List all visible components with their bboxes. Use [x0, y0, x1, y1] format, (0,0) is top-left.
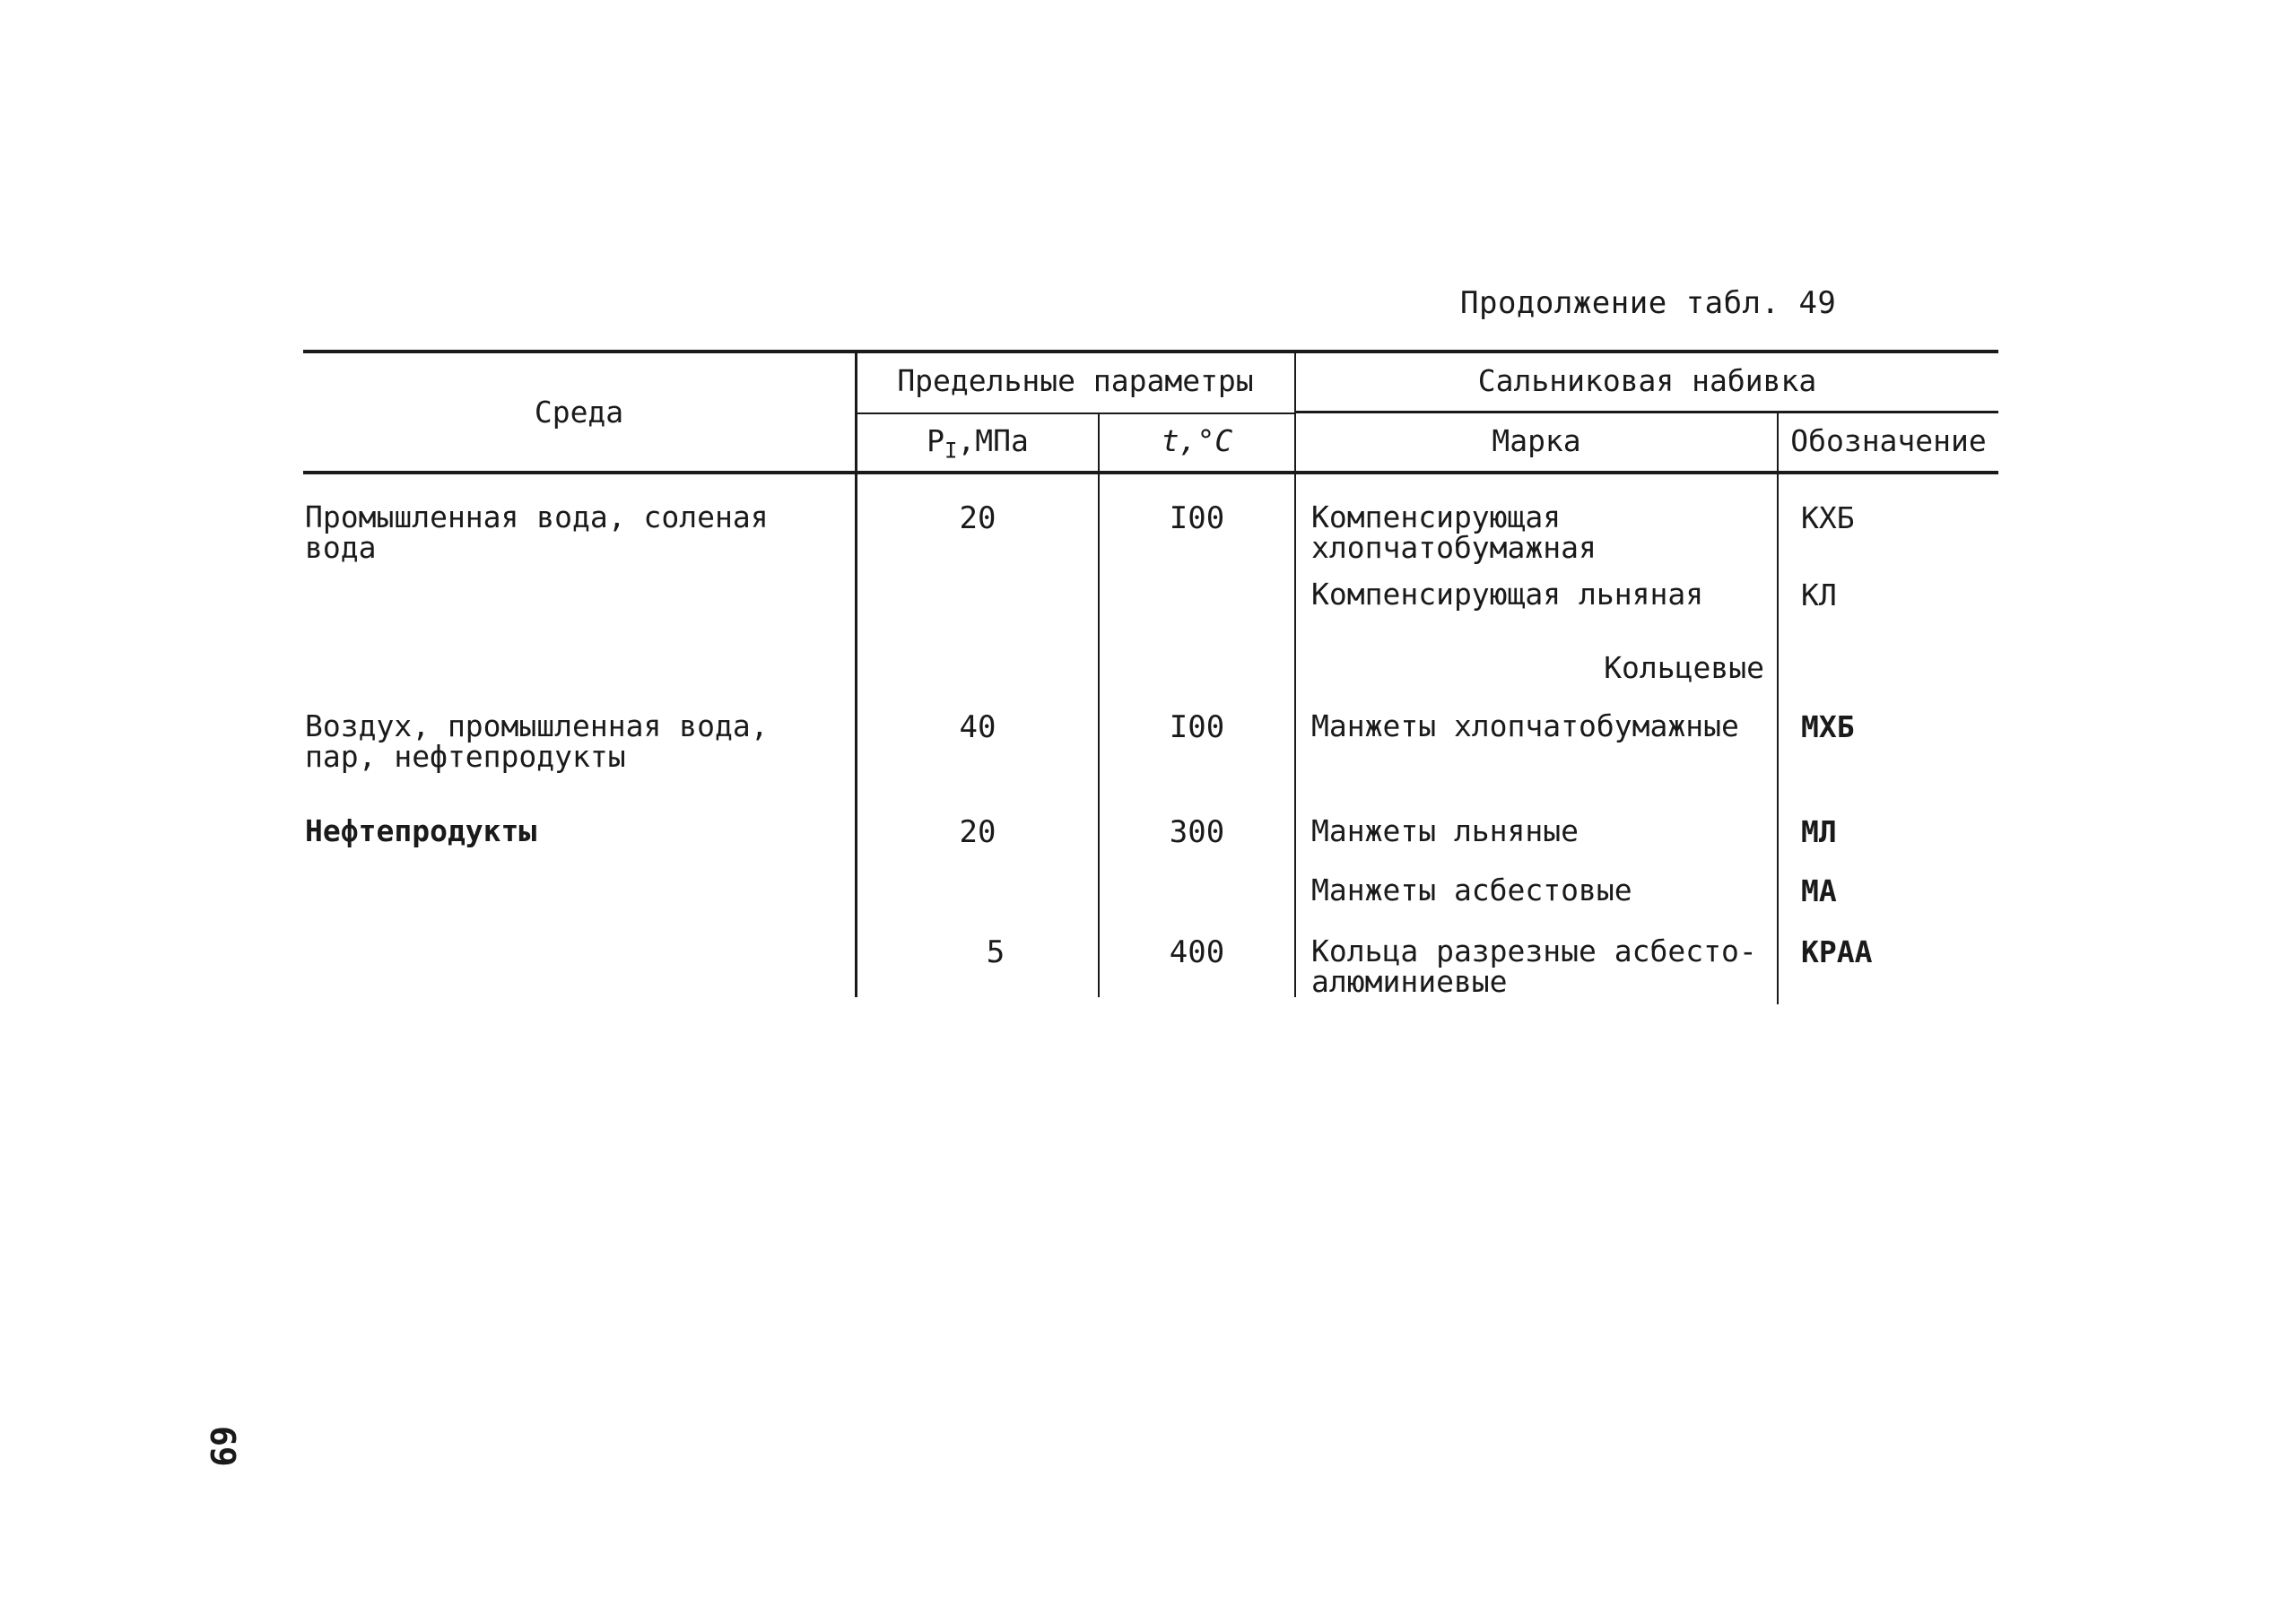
row1-temp: I00: [1169, 500, 1225, 536]
row1-medium: Промышленная вода, соленая вода: [305, 499, 787, 565]
header-sub-rule-params: [857, 413, 1296, 414]
pressure-subscript: I: [944, 438, 958, 464]
row3-medium: Воздух, промышленная вода, пар, нефтепродукты: [305, 708, 787, 774]
header-brand: Марка: [1492, 423, 1581, 458]
header-sub-rule-packing: [1296, 411, 1998, 413]
row3-pressure: 40: [959, 709, 996, 745]
row6-code: КРАА: [1801, 934, 1873, 969]
header-packing: Сальниковая набивка: [1477, 363, 1817, 398]
col-divider-brand: [1777, 413, 1779, 1004]
row1-brand: Компенсирующая хлопчатобумажная: [1311, 499, 1597, 565]
row5-brand: Манжеты асбестовые: [1311, 873, 1632, 908]
row4-brand: Манжеты льняные: [1311, 813, 1579, 848]
row4-temp: 300: [1169, 814, 1225, 850]
row3-temp: I00: [1169, 709, 1225, 745]
row5-code: МА: [1801, 873, 1837, 908]
row1-code: КХБ: [1801, 500, 1855, 535]
row6-temp: 400: [1169, 934, 1225, 970]
row4-pressure: 20: [959, 814, 996, 850]
row3-brand: Манжеты хлопчатобумажные: [1311, 708, 1739, 743]
pressure-symbol: P: [927, 423, 944, 458]
pressure-unit: ,МПа: [957, 423, 1029, 458]
row2-brand: Компенсирующая льняная: [1311, 577, 1704, 612]
header-medium: Среда: [534, 395, 624, 430]
page-number: 69: [203, 1426, 242, 1467]
row2-code: КЛ: [1801, 578, 1837, 612]
row1-pressure: 20: [959, 500, 996, 536]
header-pressure: [857, 423, 1099, 464]
header-temperature: t,°C: [1161, 423, 1233, 458]
row6-pressure: 5: [986, 934, 1005, 970]
section-label-ring: Кольцевые: [1604, 650, 1764, 685]
header-limit-params: Предельные параметры: [897, 363, 1254, 398]
table-caption: Продолжение табл. 49: [1460, 285, 1837, 321]
header-bottom-rule: [303, 471, 1998, 474]
row3-code: МХБ: [1801, 709, 1855, 744]
row4-code: МЛ: [1801, 814, 1837, 849]
header-designation: Обозначение: [1790, 423, 1987, 458]
table-top-rule: [303, 350, 1998, 353]
row6-brand: Кольца разрезные асбесто-алюминиевые: [1311, 934, 1757, 999]
row4-medium: Нефтепродукты: [305, 813, 537, 848]
